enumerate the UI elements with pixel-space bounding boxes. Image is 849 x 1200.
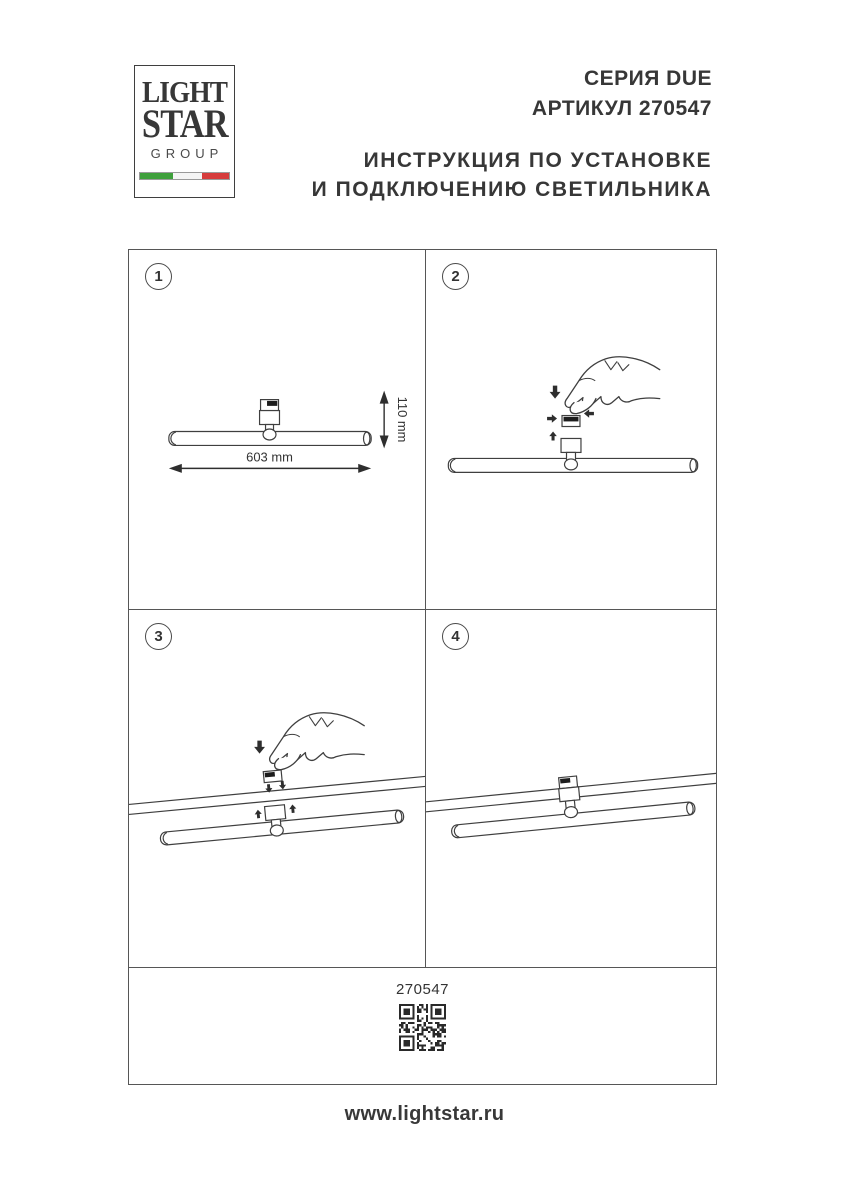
instruction-title-line1: ИНСТРУКЦИЯ ПО УСТАНОВКЕ	[363, 149, 712, 172]
mounted-fixture-diagram	[426, 610, 716, 967]
step-number-badge: 4	[442, 623, 469, 650]
series-label: СЕРИЯ DUE	[583, 67, 712, 90]
step-panel-2	[426, 250, 716, 610]
flag-red-segment	[202, 173, 229, 179]
height-dimension-label: 110 mm	[395, 396, 411, 443]
article-number: 270547	[395, 981, 450, 998]
step-number-badge: 2	[442, 263, 469, 290]
step-number-badge: 1	[145, 263, 172, 290]
fixture-dimensions-diagram	[129, 250, 425, 609]
cap-attachment-diagram	[426, 250, 716, 609]
hand-icon	[270, 713, 365, 770]
logo-text-group: GROUP	[150, 146, 224, 161]
italian-flag-stripe	[139, 172, 230, 180]
logo-text-light: LIGHT	[141, 74, 228, 109]
table-footer-panel	[129, 968, 716, 1084]
article-label: АРТИКУЛ 270547	[531, 97, 712, 120]
logo-text-star: STAR	[141, 101, 228, 146]
header-series-article	[532, 64, 712, 124]
step-panel-1	[129, 250, 426, 610]
qr-code	[399, 1004, 446, 1051]
step-number-badge: 3	[145, 623, 172, 650]
hand-icon	[565, 357, 660, 414]
instruction-table	[128, 249, 717, 1085]
website-url: www.lightstar.ru	[344, 1103, 505, 1125]
lightstar-logo	[134, 65, 235, 198]
instruction-title	[312, 146, 712, 204]
width-dimension-label: 603 mm	[246, 449, 293, 465]
flag-white-segment	[173, 173, 202, 179]
track-mounting-diagram	[129, 610, 425, 967]
step-panel-4	[426, 610, 716, 968]
flag-green-segment	[140, 173, 173, 179]
instruction-title-line2: И ПОДКЛЮЧЕНИЮ СВЕТИЛЬНИКА	[311, 178, 712, 201]
step-panel-3	[129, 610, 426, 968]
